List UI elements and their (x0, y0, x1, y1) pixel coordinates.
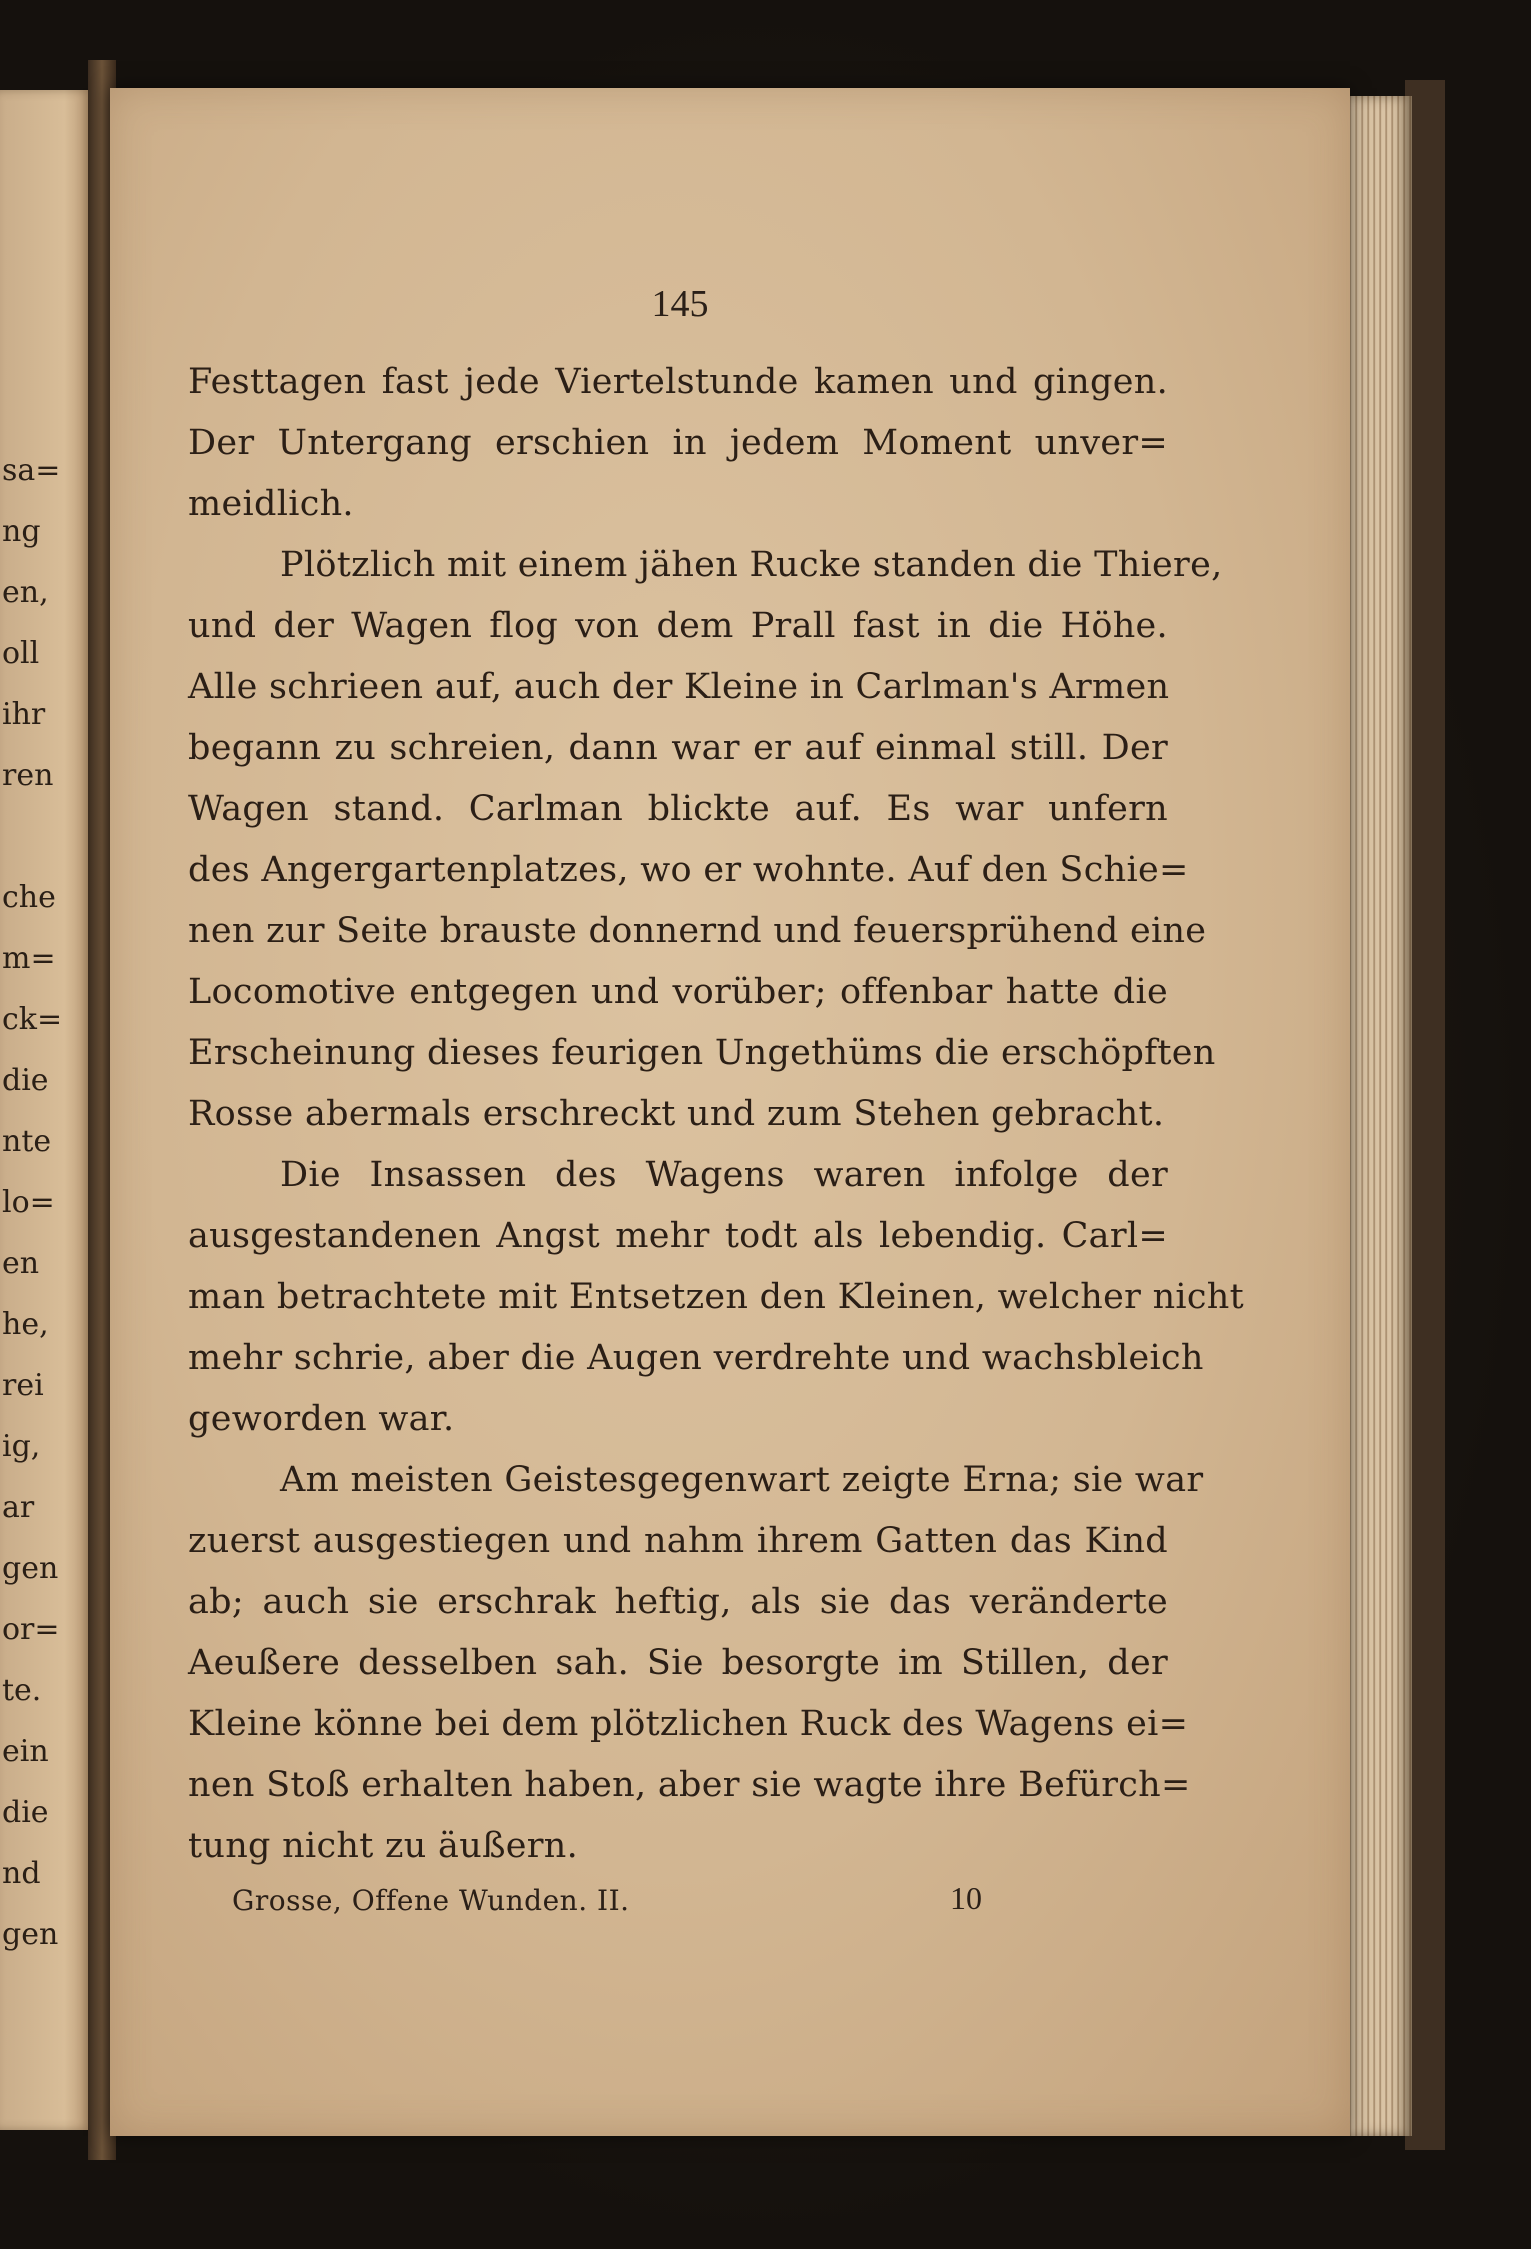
previous-page-fragment: gen (2, 1551, 59, 1586)
text-line: Aeußere desselben sah. Sie besorgte im Stillen, der (188, 1643, 1168, 1683)
previous-page-fragment: rei (2, 1368, 44, 1403)
footer-signature: Grosse, Offene Wunden. II. (232, 1884, 630, 1917)
text-line: meidlich. (188, 484, 354, 524)
previous-page-fragment: gen (2, 1917, 59, 1952)
text-line: Die Insassen des Wagens waren infolge der (280, 1155, 1168, 1195)
text-line: nen Stoß erhalten haben, aber sie wagte ihre Befürch= (188, 1765, 1191, 1805)
previous-page-fragment: nte (2, 1124, 52, 1159)
previous-page-fragment (2, 806, 52, 867)
previous-page-fragment: ein (2, 1734, 49, 1769)
text-line: mehr schrie, aber die Augen verdrehte und wachsbleich (188, 1338, 1204, 1378)
text-line: und der Wagen flog von dem Prall fast in die Höhe. (188, 606, 1168, 646)
text-line: Plötzlich mit einem jähen Rucke standen die Thiere, (280, 545, 1223, 585)
previous-page-fragment: sa= (2, 453, 61, 488)
text-line: Erscheinung dieses feurigen Ungethüms die erschöpften (188, 1033, 1216, 1073)
previous-page-text-fragments (2, 440, 63, 1965)
previous-page-fragment: oll (2, 636, 40, 671)
text-line: ab; auch sie erschrak heftig, als sie das veränderte (188, 1582, 1168, 1622)
text-line: begann zu schreien, dann war er auf einmal still. Der (188, 728, 1168, 768)
text-line: nen zur Seite brauste donnernd und feuersprühend eine (188, 911, 1207, 951)
previous-page-fragment: m= (2, 941, 56, 976)
footer-signature-number: 10 (950, 1880, 982, 1916)
text-line: tung nicht zu äußern. (188, 1826, 579, 1866)
previous-page-fragment: die (2, 1063, 49, 1098)
previous-page-fragment: or= (2, 1612, 60, 1647)
previous-page-fragment: ren (2, 758, 54, 793)
previous-page-fragment: he, (2, 1307, 49, 1342)
text-line: Rosse abermals erschreckt und zum Stehen gebracht. (188, 1094, 1165, 1134)
previous-page-fragment: ck= (2, 1002, 63, 1037)
previous-page-fragment: nd (2, 1856, 41, 1891)
previous-page-fragment: ar (2, 1490, 35, 1525)
previous-page-fragment: en (2, 1246, 40, 1281)
page-stack-edges (1340, 96, 1412, 2136)
text-line: Am meisten Geistesgegenwart zeigte Erna; sie war (280, 1460, 1204, 1500)
previous-page-fragment: ig, (2, 1429, 41, 1464)
text-line: Festtagen fast jede Viertelstunde kamen und gingen. (188, 362, 1168, 402)
text-line: man betrachtete mit Entsetzen den Kleinen, welcher nicht (188, 1277, 1245, 1317)
previous-page-fragment: en, (2, 575, 49, 610)
previous-page-fragment: lo= (2, 1185, 55, 1220)
previous-page-fragment: die (2, 1795, 49, 1830)
text-line: Wagen stand. Carlman blickte auf. Es war unfern (188, 789, 1168, 829)
text-line: geworden war. (188, 1399, 455, 1439)
text-line: Der Untergang erschien in jedem Moment unver= (188, 423, 1168, 463)
page-number: 145 (651, 283, 709, 325)
text-line: Kleine könne bei dem plötzlichen Ruck des Wagens ei= (188, 1704, 1189, 1744)
text-line: ausgestandenen Angst mehr todt als lebendig. Carl= (188, 1216, 1168, 1256)
previous-page-fragment: ng (2, 514, 41, 549)
text-line: des Angergartenplatzes, wo er wohnte. Auf den Schie= (188, 850, 1189, 890)
page-body-text (188, 352, 1245, 1877)
text-line: Locomotive entgegen und vorüber; offenbar hatte die (188, 972, 1168, 1012)
previous-page-edge (0, 90, 92, 2130)
previous-page-fragment: ihr (2, 697, 46, 732)
previous-page-fragment: che (2, 880, 56, 915)
text-line: zuerst ausgestiegen und nahm ihrem Gatten das Kind (188, 1521, 1168, 1561)
text-line: Alle schrieen auf, auch der Kleine in Carlman's Armen (188, 667, 1170, 707)
previous-page-fragment: te. (2, 1673, 42, 1708)
